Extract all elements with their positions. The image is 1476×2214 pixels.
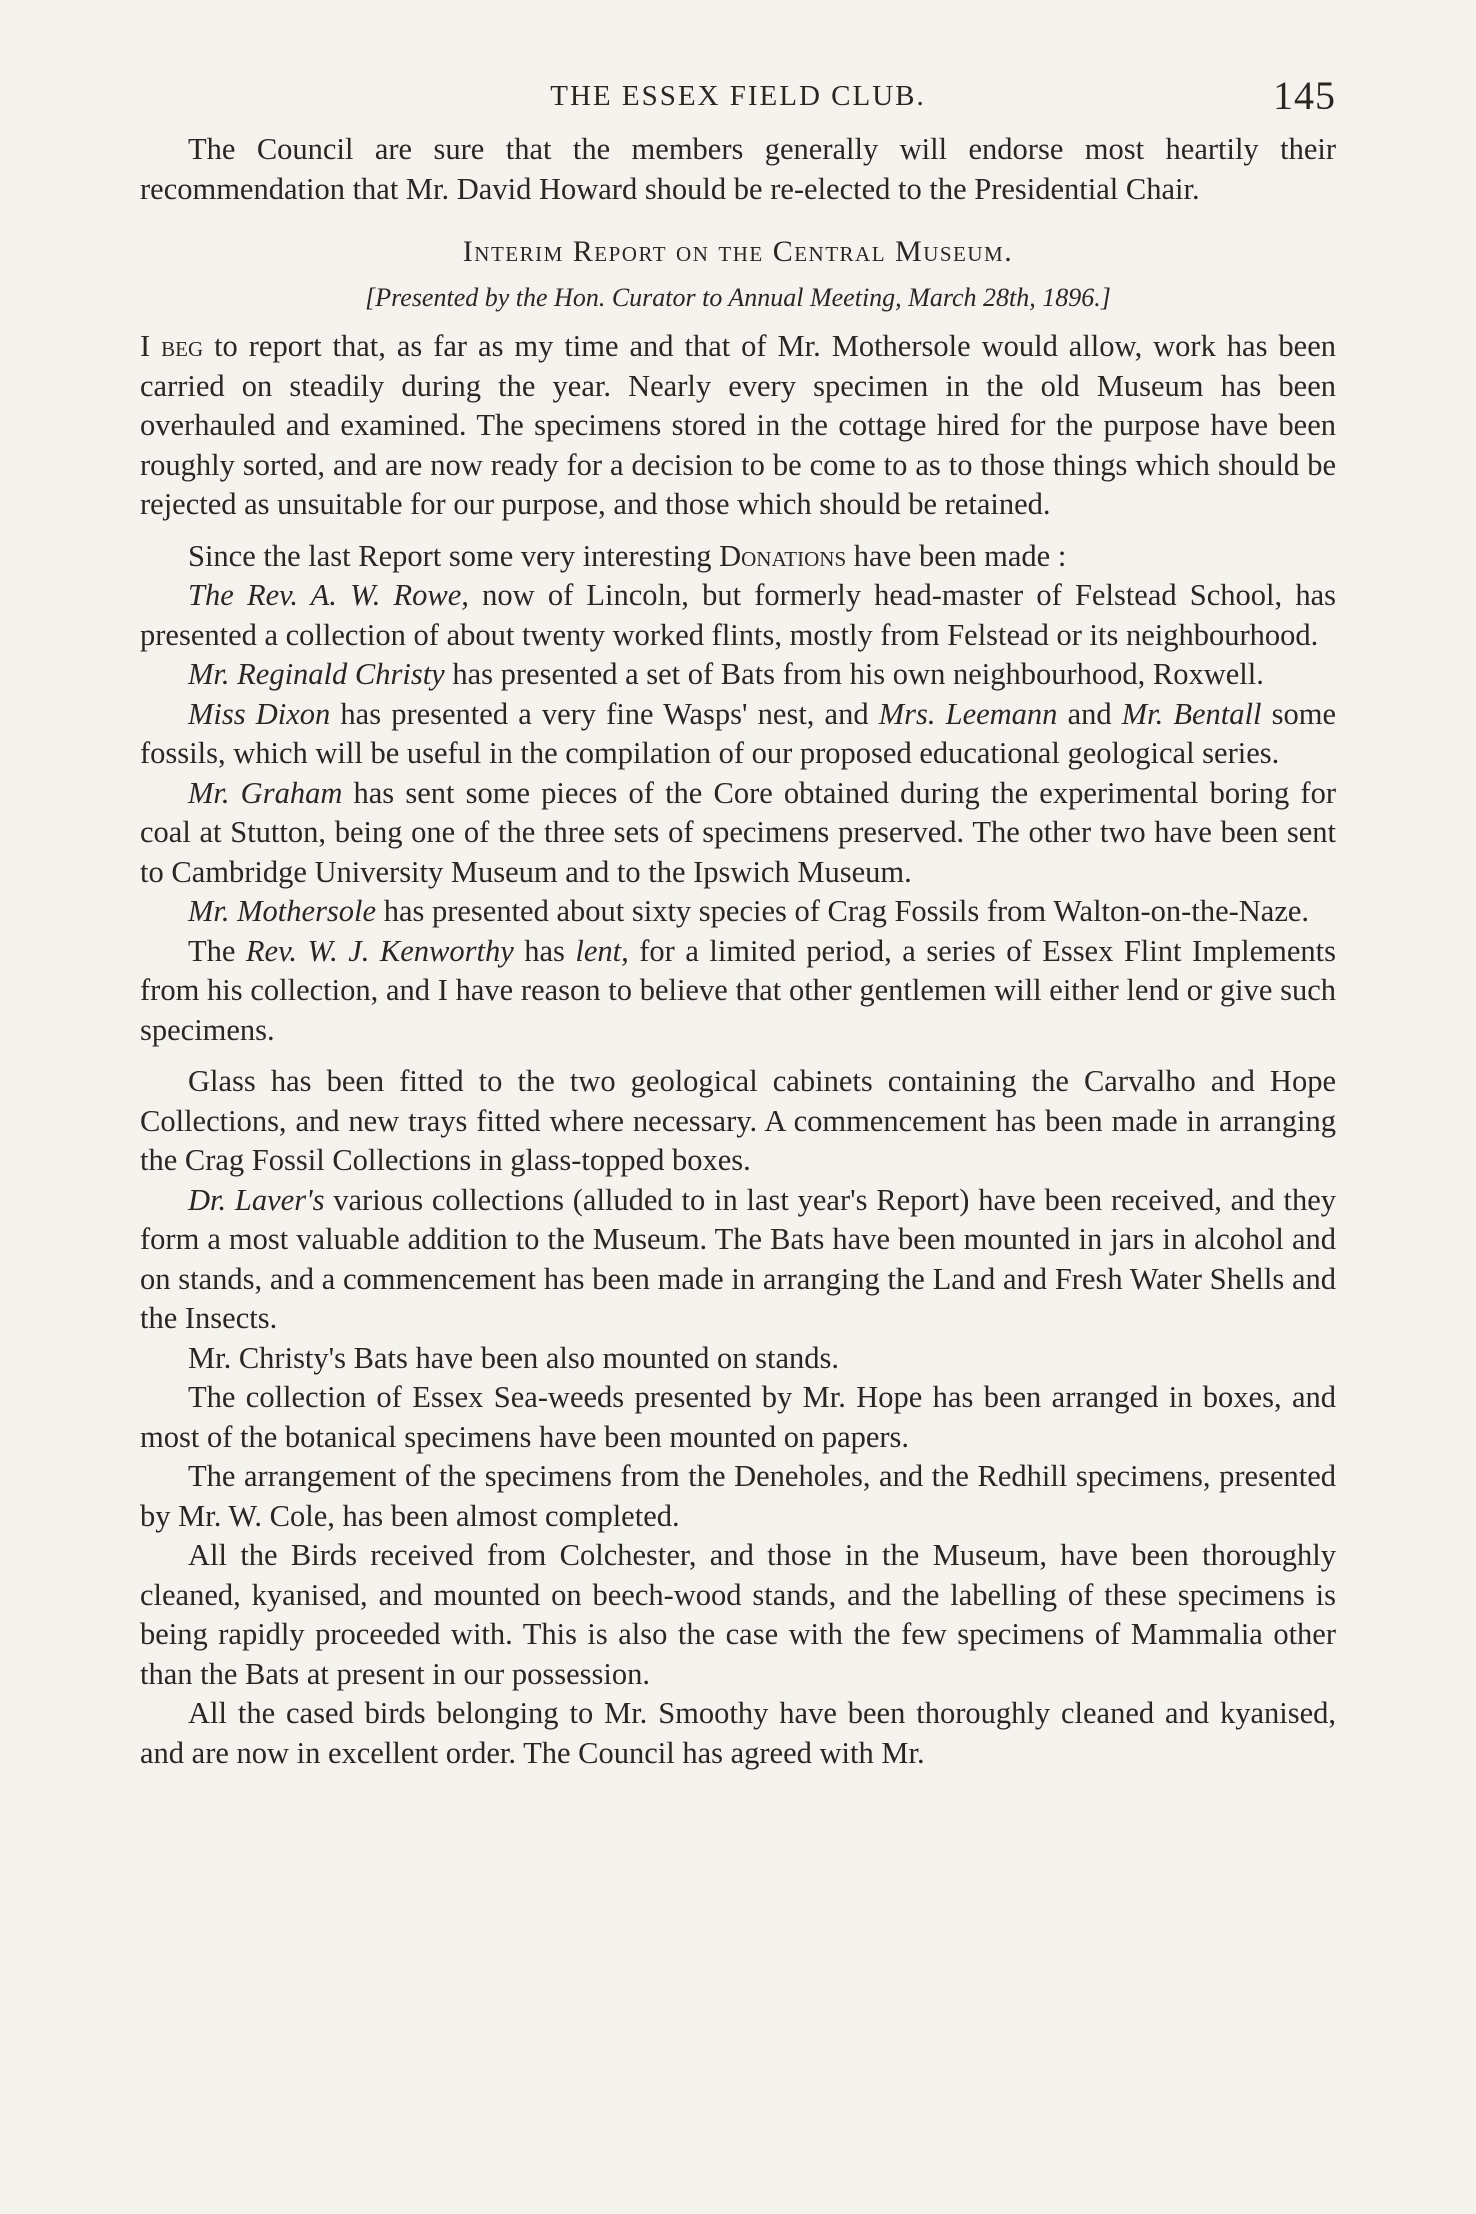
donor-name-leemann: Mrs. Leemann (878, 696, 1058, 731)
journal-title: THE ESSEX FIELD CLUB. (550, 80, 926, 112)
presented-note (140, 283, 1336, 313)
donation-kenworthy (140, 932, 1336, 1051)
christy-bats-paragraph: Mr. Christy's Bats have been also mounted on stands. (188, 1340, 840, 1375)
smoothy-paragraph: All the cased birds belonging to Mr. Smoothy have been thoroughly cleaned and kyanised, and are now in excellent order. The Council has agreed with Mr. (140, 1696, 1336, 1770)
kenworthy-mid: has (513, 933, 576, 968)
donation-rowe (140, 576, 1336, 655)
page-number: 145 (1273, 73, 1336, 118)
donations-intro-paragraph (140, 537, 1336, 577)
donations-intro-post: have been made : (846, 538, 1067, 573)
seaweeds-paragraph: The collection of Essex Sea-weeds presented by Mr. Hope has been arranged in boxes, and most of the botanical specimens have been mounted on papers. (140, 1380, 1336, 1454)
donation-christy-text: has presented a set of Bats from his own neighbourhood, Roxwell. (444, 657, 1264, 691)
donation-mothersole (140, 892, 1336, 932)
deneholes-paragraph: The arrangement of the specimens from the Deneholes, and the Redhill specimens, presented by Mr. W. Cole, has been almost completed. (140, 1459, 1336, 1533)
donation-graham (140, 774, 1336, 893)
opening-lead-word: I beg (140, 329, 204, 363)
laver-text: various collections (alluded to in last year's Report) have been received, and they form a most valuable addition to the Museum. The Bats have been mounted in jars in alcohol and on stands, and a commencement has been made in arranging the Land and Fresh Water Shells and the Insects. (140, 1182, 1336, 1335)
donation-dixon (140, 695, 1336, 774)
donor-name-rowe: The Rev. A. W. Rowe, (188, 578, 469, 612)
intro-paragraph: The Council are sure that the members generally will endorse most heartily their recommendation that Mr. David Howard should be re-elected to the Presidential Chair. (140, 132, 1336, 206)
glass-paragraph: Glass has been fitted to the two geological cabinets containing the Carvalho and Hope Collections, and new trays fitted where necessary. A commencement has been made in arranging the Crag Fossil Collections in glass-topped boxes. (140, 1064, 1336, 1177)
donations-intro-pre: Since the last Report some very interesting (188, 538, 720, 573)
donation-dixon-text: has presented a very fine Wasps' nest, and (330, 696, 879, 731)
donor-name-graham: Mr. Graham (188, 775, 343, 810)
donor-name-bentall: Mr. Bentall (1121, 696, 1262, 731)
lent-word: lent, (575, 933, 629, 968)
presented-note-text: [Presented by the Hon. Curator to Annual Meeting, March 28th, 1896.] (365, 283, 1111, 312)
name-laver: Dr. Laver's (188, 1182, 325, 1217)
donations-word: Donations (719, 538, 847, 573)
and-word: and (1057, 696, 1122, 731)
donor-name-kenworthy: Rev. W. J. Kenworthy (245, 933, 514, 968)
donation-rowe-text: now of Lincoln, but formerly head-master of Felstead School, has presented a collection of about twenty worked flints, mostly from Felstead or its neighbourhood. (140, 578, 1337, 652)
donation-christy (140, 655, 1336, 695)
report-opening-paragraph (140, 327, 1336, 525)
birds-paragraph: All the Birds received from Colchester, and those in the Museum, have been thoroughly cleaned, kyanised, and mounted on beech-wood stands, and the labelling of these specimens is being rapidly proceeded with. This is also the case with the few specimens of Mammalia other than the Bats at present in our possession. (140, 1538, 1336, 1691)
donor-name-dixon: Miss Dixon (188, 696, 331, 731)
donor-name-mothersole: Mr. Mothersole (188, 894, 377, 928)
running-head (140, 60, 1336, 130)
donation-graham-text: has sent some pieces of the Core obtained during the experimental boring for coal at Stutton, being one of the three sets of specimens preserved. The other two have been sent to Cambridge University Museum and to the Ipswich Museum. (140, 775, 1337, 889)
donation-mothersole-text: has presented about sixty species of Crag Fossils from Walton-on-the-Naze. (376, 894, 1310, 928)
kenworthy-pre: The (188, 933, 246, 968)
donor-name-christy: Mr. Reginald Christy (188, 657, 445, 691)
donation-bentall-text: some fossils, which will be useful in the compilation of our proposed educational geological series. (140, 696, 1336, 770)
section-heading: Interim Report on the Central Museum. (462, 235, 1014, 268)
laver-paragraph (140, 1181, 1336, 1339)
donation-kenworthy-text: for a limited period, a series of Essex Flint Implements from his collection, and I have reason to believe that other gentlemen will either lend or give such specimens. (140, 933, 1336, 1047)
opening-text: to report that, as far as my time and that of Mr. Mothersole would allow, work has been carried on steadily during the year. Nearly every specimen in the old Museum has been overhauled and examined. The specimens stored in the cottage hired for the purpose have been roughly sorted, and are now ready for a decision to be come to as to those things which should be rejected as unsuitable for our purpose, and those which should be retained. (140, 329, 1336, 521)
